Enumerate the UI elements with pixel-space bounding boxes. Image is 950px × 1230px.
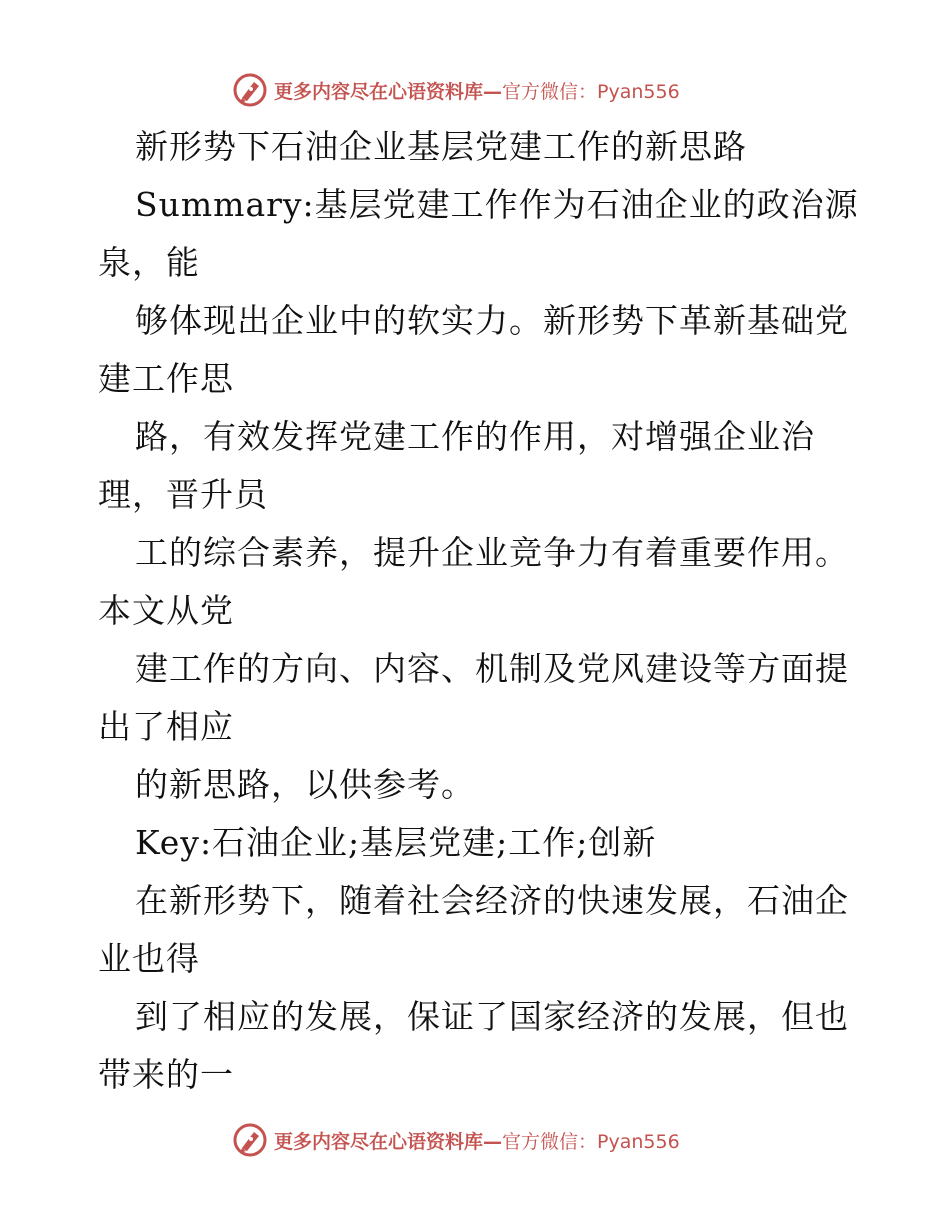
paragraph-line: 带来的一	[98, 1055, 234, 1094]
banner-contact: 官方微信：Pyan556	[502, 80, 680, 103]
header-banner	[232, 70, 680, 110]
paragraph-line: 够体现出企业中的软实力。新形势下革新基础党	[135, 301, 849, 340]
paragraph-line: 建工作思	[98, 359, 234, 398]
banner-title: 更多内容尽在心语资料库—	[274, 1130, 503, 1153]
keywords-line: Key:石油企业;基层党建;工作;创新	[135, 823, 657, 862]
paragraph-line: 工的综合素养，提升企业竞争力有着重要作用。	[135, 533, 849, 572]
banner-contact: 官方微信：Pyan556	[502, 1130, 680, 1153]
paragraph-line: 建工作的方向、内容、机制及党风建设等方面提	[135, 649, 849, 688]
pen-logo-icon	[232, 1122, 268, 1158]
paragraph-line: 泉，能	[98, 243, 200, 282]
paragraph-line: 的新思路，以供参考。	[135, 765, 475, 804]
paragraph-line: 出了相应	[98, 707, 234, 746]
pen-logo-icon	[232, 72, 268, 108]
paragraph-line: 在新形势下，随着社会经济的快速发展，石油企	[135, 881, 849, 920]
document-title: 新形势下石油企业基层党建工作的新思路	[135, 127, 747, 166]
paragraph-line: 到了相应的发展，保证了国家经济的发展，但也	[135, 997, 849, 1036]
paragraph-line: 理，晋升员	[98, 475, 268, 514]
footer-banner	[232, 1120, 680, 1160]
banner-title: 更多内容尽在心语资料库—	[274, 80, 503, 103]
paragraph-line: Summary:基层党建工作作为石油企业的政治源	[135, 185, 859, 224]
paragraph-line: 本文从党	[98, 591, 234, 630]
paragraph-line: 路，有效发挥党建工作的作用，对增强企业治	[135, 417, 815, 456]
paragraph-line: 业也得	[98, 939, 200, 978]
